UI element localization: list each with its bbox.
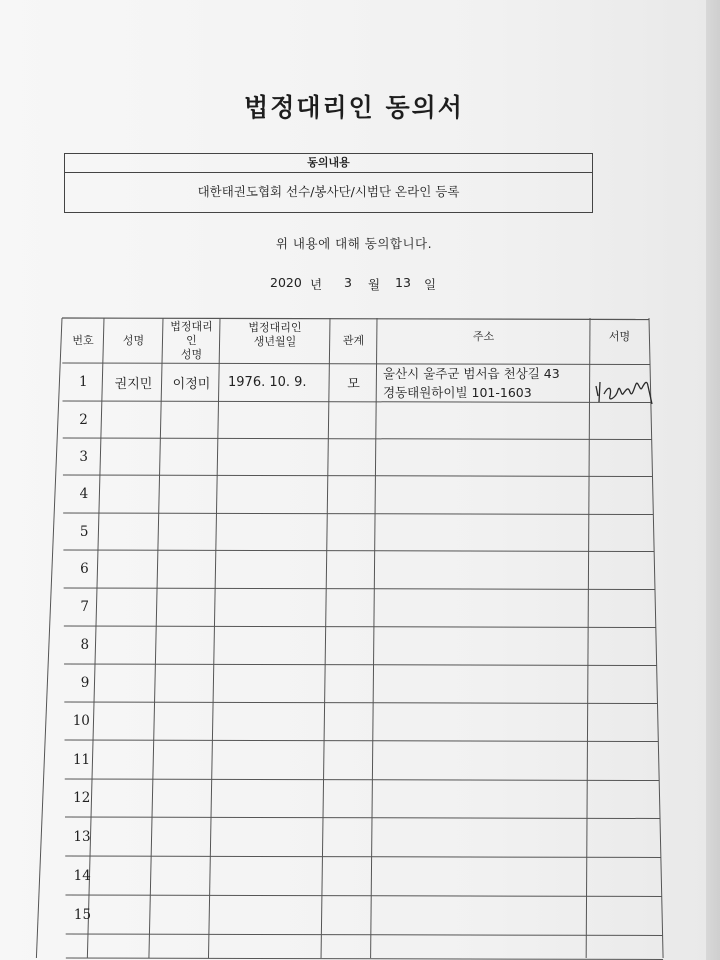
row-guardian-birth: 1976. 10. 9. bbox=[228, 374, 307, 390]
header-signature: 서명 bbox=[608, 329, 631, 343]
date-month: 3 bbox=[344, 275, 352, 290]
agreement-statement: 위 내용에 대해 동의합니다. bbox=[275, 236, 433, 251]
handwritten-signature bbox=[590, 372, 660, 412]
table-row-line bbox=[64, 664, 657, 666]
header-guardian-name-line: 법정대리 bbox=[170, 319, 213, 333]
table-row-line bbox=[63, 438, 652, 440]
row-number: 14 bbox=[73, 867, 91, 884]
row-number: 10 bbox=[72, 713, 90, 729]
table-row-line bbox=[64, 626, 656, 628]
table-row-line bbox=[66, 958, 663, 960]
header-name: 성명 bbox=[122, 333, 145, 347]
row-number: 5 bbox=[79, 523, 89, 540]
table-column-line bbox=[371, 318, 377, 958]
header-relation: 관계 bbox=[342, 333, 365, 347]
document-title: 법정대리인 동의서 bbox=[244, 93, 464, 122]
table-row-line bbox=[65, 856, 661, 858]
row-number: 3 bbox=[79, 448, 89, 465]
date-day-unit: 일 bbox=[424, 277, 437, 292]
header-guardian-name-line: 성명 bbox=[180, 347, 203, 361]
table-row-line bbox=[63, 513, 653, 515]
table-row-line bbox=[64, 588, 655, 590]
row-name: 권지민 bbox=[114, 376, 153, 392]
row-address-line: 경동태원하이빌 101-1603 bbox=[383, 385, 532, 400]
row-number: 7 bbox=[80, 599, 89, 615]
table-column-line bbox=[649, 318, 663, 958]
row-address bbox=[383, 364, 590, 402]
date-year-unit: 년 bbox=[310, 277, 323, 292]
row-guardian-name: 이정미 bbox=[172, 376, 211, 392]
row-number: 4 bbox=[79, 486, 89, 502]
row-address-line: 울산시 울주군 범서읍 천상길 43 bbox=[383, 366, 560, 381]
table-column-line bbox=[36, 318, 62, 958]
row-number: 15 bbox=[73, 906, 92, 923]
table-column-line bbox=[149, 318, 163, 958]
row-number: 12 bbox=[73, 790, 91, 806]
row-number: 2 bbox=[79, 411, 88, 428]
consent-header: 동의내용 bbox=[65, 154, 592, 173]
table-row-line bbox=[65, 779, 659, 781]
row-relation: 모 bbox=[347, 376, 360, 392]
row-number: 11 bbox=[72, 751, 91, 768]
date-month-unit: 월 bbox=[368, 277, 381, 292]
table-row-line bbox=[65, 817, 660, 819]
header-address: 주소 bbox=[472, 329, 495, 343]
consent-content: 대한태권도협회 선수/봉사단/시범단 온라인 등록 bbox=[197, 184, 460, 199]
date-day: 13 bbox=[395, 275, 411, 290]
table-column-line bbox=[208, 318, 220, 958]
page-edge bbox=[706, 0, 720, 960]
header-guardian-birth-line: 법정대리인 bbox=[248, 320, 302, 334]
table-row-line bbox=[63, 475, 653, 477]
table-column-line bbox=[321, 318, 330, 958]
table-column-line bbox=[586, 318, 590, 958]
table-row-line bbox=[66, 934, 663, 936]
table-row-line bbox=[65, 895, 661, 897]
row-number: 6 bbox=[80, 561, 89, 577]
date-year: 2020 bbox=[270, 275, 302, 290]
table-row-line bbox=[64, 702, 657, 704]
row-number: 13 bbox=[73, 828, 91, 845]
header-guardian-birth bbox=[220, 312, 330, 357]
row-number: 9 bbox=[80, 675, 90, 691]
header-guardian-birth-line: 생년월일 bbox=[253, 334, 297, 348]
row-number: 8 bbox=[80, 637, 90, 653]
header-guardian-name bbox=[163, 318, 220, 363]
header-guardian-name-line: 인 bbox=[186, 333, 197, 347]
row-number: 1 bbox=[78, 374, 88, 390]
table-row-line bbox=[63, 550, 654, 552]
header-number: 번호 bbox=[72, 333, 94, 347]
